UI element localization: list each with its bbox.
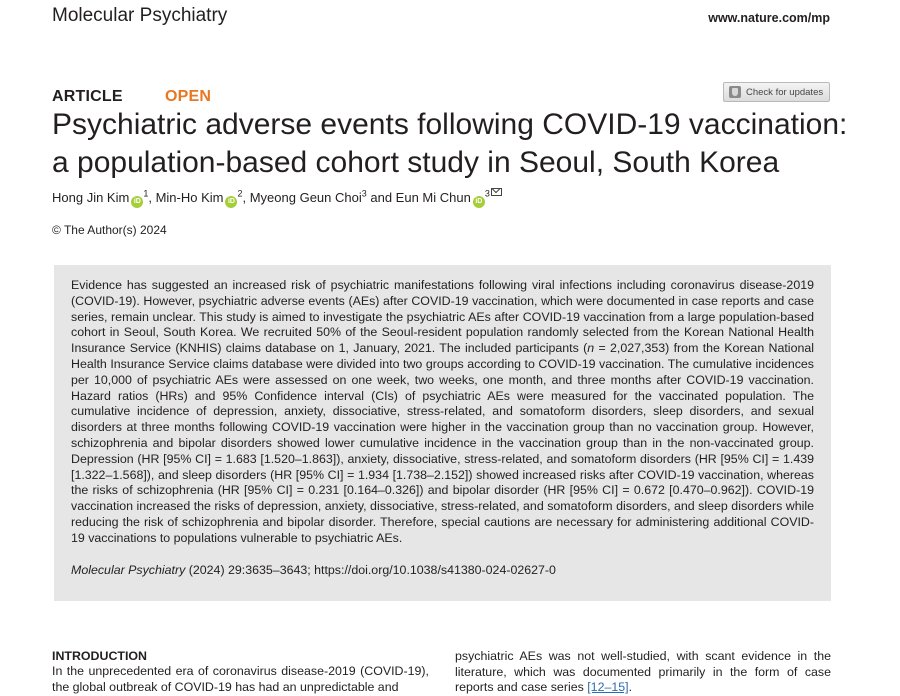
bookmark-icon [729,86,741,98]
abstract-box [54,265,831,601]
body-text-tail: . [628,680,633,695]
body-paragraph [455,649,831,696]
author-name[interactable]: Min-Ho Kim [155,190,224,205]
author-name[interactable]: Hong Jin Kim [52,190,130,205]
author-name[interactable]: Eun Mi Chun [395,190,471,205]
article-title: Psychiatric adverse events following COVID-19 vaccination: a population-based cohort study in Seoul, South Korea [52,108,848,179]
n-symbol: n [587,341,595,356]
check-for-updates-button[interactable] [723,82,830,102]
author-affiliation: 3 [361,188,367,199]
email-icon[interactable] [491,188,502,196]
author-list: Hong Jin Kim $iD^1$, Min-Ho Kim $iD^2$, Myeong Geun Choi$^3$ and Eun Mi Chun $iD^3$ [52,188,502,208]
author-affiliation: 2 [237,188,243,199]
article-type-label: ARTICLE [52,88,123,105]
orcid-icon[interactable]: iD [131,196,143,208]
journal-name: Molecular Psychiatry [52,5,228,26]
journal-url-link[interactable]: www.nature.com/mp [708,11,830,25]
abstract-text [71,278,814,547]
citation-details[interactable]: (2024) 29:3635–3643; https://doi.org/10.1038/s41380-024-02627-0 [185,562,556,577]
copyright-notice: © The Author(s) 2024 [52,223,167,237]
body-text: psychiatric AEs was not well-studied, with scant evidence in the literature, which was documented primarily in the form of case reports and case series [455,649,831,695]
author-affiliation: 3 [484,188,490,199]
section-heading-introduction: INTRODUCTION [52,649,147,663]
orcid-icon[interactable]: iD [473,196,485,208]
abstract-text-part: Evidence has suggested an increased risk of psychiatric manifestations following viral infections including coronavirus disease-2019 (COVID-19). However, psychiatric adverse events (AEs) after COVID-19 vaccination, which were documented in case reports and case series, remain unclear. This study is aimed to investigate the psychiatric AEs after COVID-19 vaccination from a large population-based cohort in Seoul, South Korea. We recruited 50% of the Seoul-resident population randomly selected from the Korean National Health Insurance Service (KNHIS) claims database on 1, January, 2021. The included participants ( [71,278,814,356]
citation-journal: Molecular Psychiatry [71,562,186,577]
left-column [52,649,429,695]
open-access-badge: OPEN [165,88,212,105]
orcid-icon[interactable]: iD [225,196,237,208]
citation-line [71,563,814,577]
body-paragraph: In the unprecedented era of coronavirus disease-2019 (COVID-19), the global outbreak of COVID-19 has had an unpredictable and [52,664,429,694]
check-for-updates-label: Check for updates [746,86,824,98]
abstract-text-part: = 2,027,353) from the Korean National Health Insurance Service claims database were divided into two groups according to COVID-19 vaccination. The cumulative incidences per 10,000 of psychiatric AEs were assessed on one week, two weeks, one month, and three months after COVID-19 vaccination. Hazard ratios (HRs) and 95% Confidence interval (CIs) of psychiatric AEs were measured for the vaccinated population. The cumulative incidence of depression, anxiety, dissociative, stress-related, and somatoform disorders, sleep disorders, and sexual disorders at three months following COVID-19 vaccination were higher in the vaccination group than no vaccination group. However, schizophrenia and bipolar disorders showed lower cumulative incidence in the vaccination group than in the non-vaccinated group. Depression (HR [95% CI] = 1.683 [1.520–1.863]), anxiety, dissociative, stress-related, and somatoform disorders (HR [95% CI] = 1.439 [1.322–1.568]), and sleep disorders (HR [95% CI] = 1.934 [1.738–2.152]) showed increased risks after COVID-19 vaccination, whereas the risks of schizophrenia (HR [95% CI] = 0.231 [0.164–0.326]) and bipolar disorder (HR [95% CI] = 0.672 [0.470–0.962]). COVID-19 vaccination increased the risks of depression, anxiety, dissociative, stress-related, and somatoform disorders, and sleep disorders while reducing the risk of schizophrenia and bipolar disorder. Therefore, special cautions are necessary for administering additional COVID-19 vaccinations to populations vulnerable to psychiatric AEs. [71,341,814,545]
reference-link[interactable]: [12–15] [587,680,629,695]
author-affiliation: 1 [143,188,149,199]
author-name[interactable]: Myeong Geun Choi [249,190,362,205]
right-column [455,649,831,696]
